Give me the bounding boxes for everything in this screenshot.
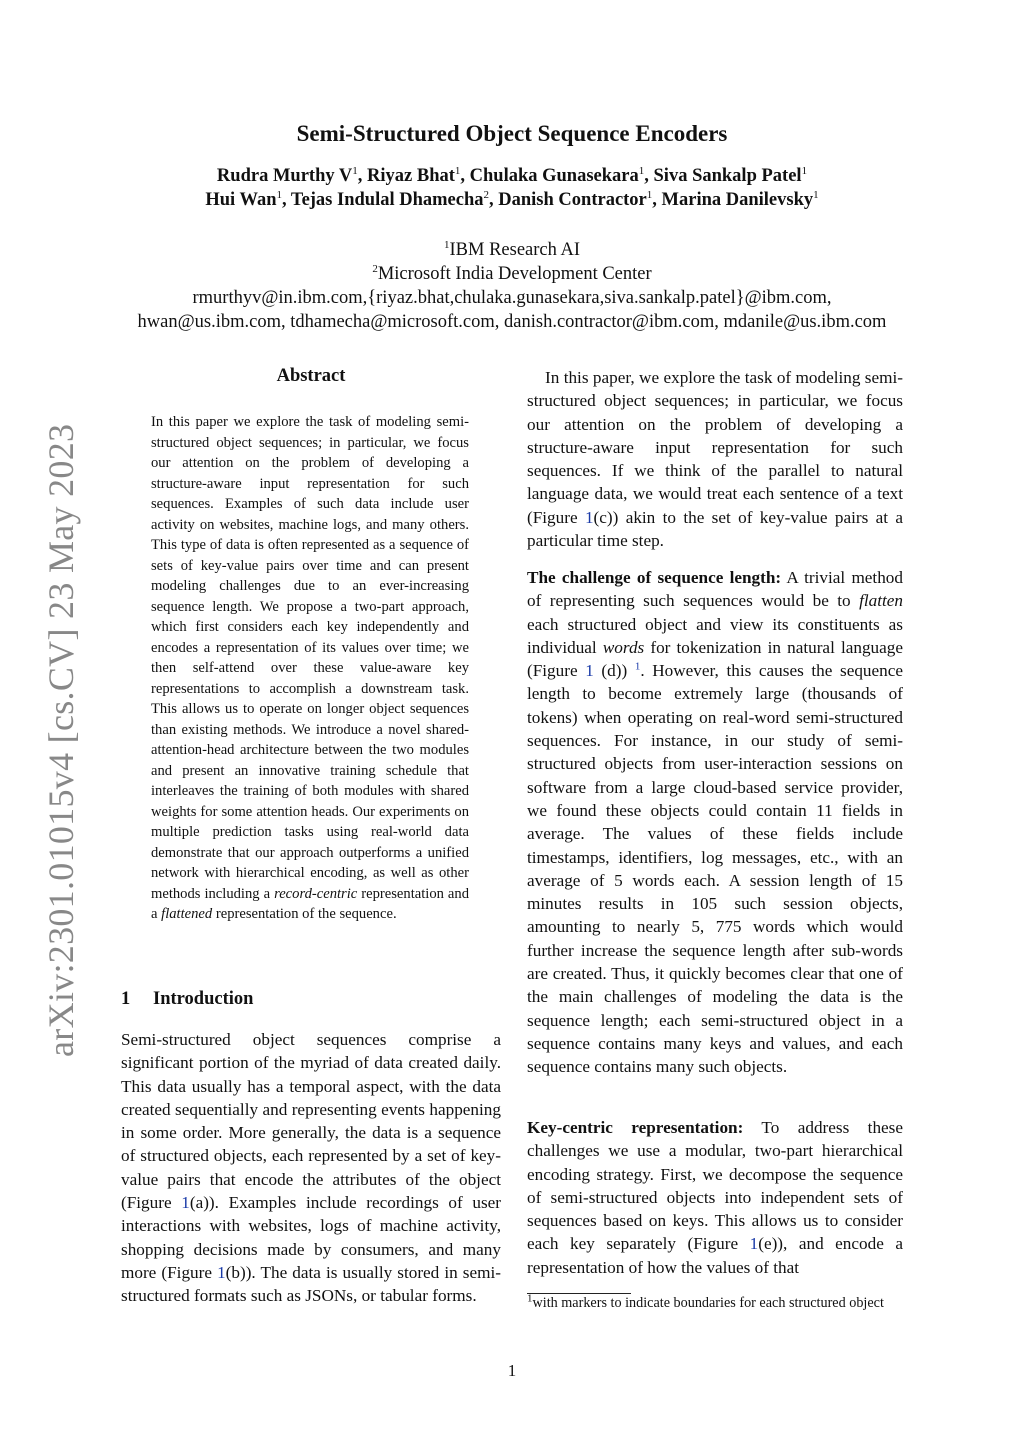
author-affil-mark: 1 (646, 188, 653, 201)
paragraph-heading: The challenge of sequence length: (527, 568, 782, 587)
email-line-2: hwan@us.ibm.com, tdhamecha@microsoft.com, danish.contractor@ibm.com, mdanile@us.ibm.com (137, 312, 887, 332)
figure-ref-link[interactable]: 1 (585, 661, 594, 681)
author-name: Riyaz Bhat (367, 166, 455, 186)
figure-ref-link[interactable]: 1 (217, 1262, 226, 1282)
author-name: Marina Danilevsky (661, 190, 814, 210)
author-affil-mark: 1 (638, 164, 645, 177)
affiliations (0, 238, 1024, 334)
affiliation-1: $^1$IBM Research AI (444, 238, 580, 260)
author-line-1: Rudra Murthy $V^1$, Riyaz Bhat$^1$, Chulaka Gunasekara$^1$, Siva Sankalp Patel$^1$ (216, 164, 808, 186)
footnote-ref-link[interactable]: 1 (634, 660, 641, 673)
footnote-mark: 1 (527, 1292, 533, 1305)
author-affil-mark: 1 (276, 188, 282, 201)
author-list (0, 164, 1024, 212)
paragraph-heading: Key-centric representation: (527, 1118, 744, 1137)
right-paragraph-2: The challenge of sequence length: A trivial method of representing such sequences would be to flatten each structured object and view its constituents as individual words for tokenization in natural language (Figure 1 (d)) $^1$. However, this causes the sequence length to become extremely large (thousands of tokens) when operating on real-word semi-structured sequences. For instance, in our study of semi-structured objects from user-interaction sessions on software from a large cloud-based service provider, we found these objects could contain 11 fields in average. The values of these fields include timestamps, identifiers, log messages, etc., with an average of 5 words each. A session length of 15 minutes results in 105 such session objects, amounting to nearly 5, 775 words which would further increase the sequence length after sub-words are created. Thus, it quickly becomes clear that one of the main challenges of modeling the data is the sequence length; each semi-structured object in a sequence contains many keys and values, and each sequence contains many such objects. (527, 568, 904, 1077)
author-affil-mark: 1 (352, 164, 358, 177)
abstract-heading: Abstract (276, 366, 346, 386)
author-name: Danish Contractor (498, 190, 647, 210)
author-affil-mark: 2 (483, 188, 490, 201)
author-name: Siva Sankalp Patel (653, 166, 802, 186)
abstract-body: In this paper we explore the task of modeling semi-structured object sequences; in particular, we focus our attention on the problem of developing a structure-aware input representation for such sequences. Examples of such data include user activity on websites, machine logs, and many others. This type of data is often represented as a sequence of sets of key-value pairs over time and can present modeling challenges due to an ever-increasing sequence length. We propose a two-part approach, which first considers each key independently and encodes a representation of its values over time; we then self-attend over these value-aware key representations to accomplish a downstream task. This allows us to operate on longer object sequences than existing methods. We introduce a novel shared-attention-head architecture between the two modules and present an innovative training schedule that interleaves the training of both modules with shared weights for some attention heads. Our experiments on multiple prediction tasks using real-world data demonstrate that our approach outperforms a unified network with hierarchical encoding, as well as other methods including a record-centric representation and a flattened representation of the sequence. (151, 414, 469, 922)
page-number: 1 (507, 1361, 517, 1380)
arxiv-sidebar-id: arXiv:2301.01015v4 [cs.CV] 23 May 2023 (41, 423, 81, 1057)
author-line-2: Hui Wan$^1$, Tejas Indulal Dhamecha$^2$, Danish Contractor$^1$, Marina Danilevsky$^1$ (205, 188, 819, 210)
section-heading (121, 989, 253, 1010)
figure-ref-link[interactable]: 1 (749, 1234, 759, 1254)
section-number: 1 (121, 989, 131, 1009)
author-name: Rudra Murthy V (216, 166, 353, 186)
author-affil-mark: 1 (801, 164, 808, 177)
affiliation-2: $^2$Microsoft India Development Center (372, 262, 652, 284)
paper-title: Semi-Structured Object Sequence Encoders (296, 121, 728, 146)
footnote: $^1$with markers to indicate boundaries for each structured object (527, 1292, 884, 1311)
author-affil-mark: 1 (813, 188, 819, 201)
author-name: Chulaka Gunasekara (469, 166, 639, 186)
author-name: Hui Wan (205, 190, 277, 210)
author-affil-mark: 1 (454, 164, 461, 177)
right-paragraph-3: Key-centric representation: To address these challenges we use a modular, two-part hierarchical encoding strategy. First, we decompose the sequence of semi-structured objects into independent sets of sequences based on keys. This allows us to consider each key separately (Figure 1(e)), and encode a representation of how the values of that (527, 1118, 903, 1277)
intro-paragraph: Semi-structured object sequences comprise a significant portion of the myriad of data created daily. This data usually has a temporal aspect, with the data created sequentially and representing events happening in some order. More generally, the data is a sequence of structured objects, each represented by a set of key-value pairs that encode the attributes of the object (Figure 1(a)). Examples include recordings of user interactions with websites, logs of machine activity, shopping decisions made by consumers, and many more (Figure 1(b)). The data is usually stored in semi-structured formats such as JSONs, or tabular forms. (121, 1030, 501, 1306)
email-line-1: rmurthyv@in.ibm.com,{riyaz.bhat,chulaka.gunasekara,siva.sankalp.patel}@ibm.com, (192, 288, 832, 308)
right-paragraph-1: In this paper, we explore the task of modeling semi-structured object sequences; in particular, we focus our attention on the problem of developing a structure-aware input representation for such sequences. If we think of the parallel to natural language data, we would treat each sentence of a text (Figure 1(c)) akin to the set of key-value pairs at a particular time step. (527, 368, 903, 551)
section-title: Introduction (153, 989, 254, 1009)
figure-ref-link[interactable]: 1 (584, 507, 594, 527)
author-name: Tejas Indulal Dhamecha (290, 190, 484, 210)
figure-ref-link[interactable]: 1 (181, 1193, 190, 1213)
